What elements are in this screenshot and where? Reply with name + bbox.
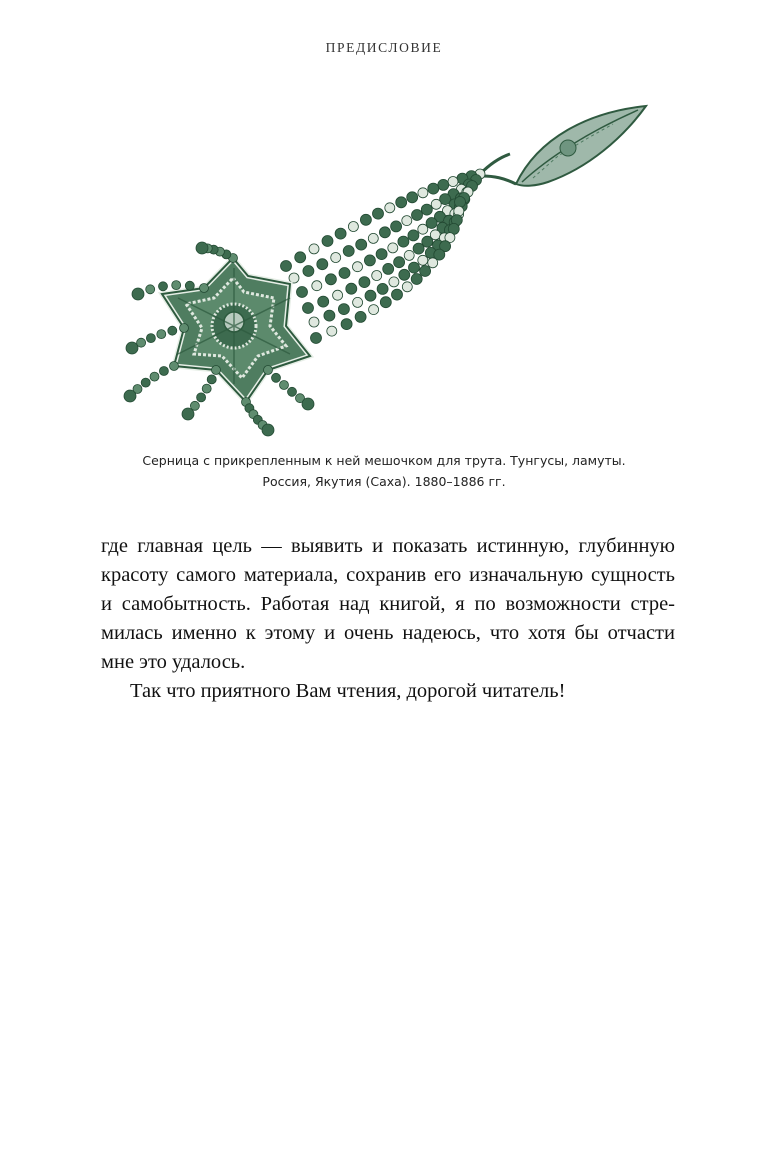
paragraph-line: где главная цель — выявить и показать истинную, глубинную [101, 535, 675, 557]
caption-line-1: Серница с прикрепленным к ней мешочком для трута. Тунгусы, ламуты. [142, 453, 626, 468]
bead [207, 375, 216, 384]
bead [322, 236, 333, 247]
bead [388, 243, 398, 253]
bead [431, 199, 441, 209]
bead [402, 282, 412, 292]
paragraph-line: красоту самого материала, сохранив его изначальную сущность [101, 564, 675, 586]
bead [360, 214, 371, 225]
bead [197, 393, 206, 402]
bead [396, 197, 407, 208]
bead [170, 362, 179, 371]
bead [418, 255, 428, 265]
bead [295, 252, 306, 263]
bead [302, 398, 314, 410]
bead [141, 378, 150, 387]
bead [339, 268, 350, 279]
bead [159, 282, 168, 291]
bead [394, 257, 405, 268]
bead [426, 218, 437, 229]
bead [383, 263, 394, 274]
bead [172, 281, 181, 290]
bead [202, 384, 211, 393]
bead [185, 281, 194, 290]
bead [377, 283, 388, 294]
bead [392, 289, 403, 300]
bead [297, 287, 308, 298]
bead [399, 269, 410, 280]
bead [385, 203, 395, 213]
bead [343, 246, 354, 257]
fire-striker [480, 106, 646, 186]
bead-strands [281, 169, 486, 344]
bead [404, 250, 414, 260]
bead [412, 210, 423, 221]
bead [196, 242, 208, 254]
bead [353, 262, 363, 272]
bead [324, 310, 335, 321]
beaded-pouch-illustration [118, 98, 658, 438]
paragraph-line: милась именно к этому и очень надеюсь, что хотя бы отчасти [101, 622, 675, 644]
bead [409, 262, 420, 273]
bead [355, 311, 366, 322]
bead [346, 283, 357, 294]
bead [318, 296, 329, 307]
bead [364, 255, 375, 266]
bead [132, 288, 144, 300]
bead [212, 366, 221, 375]
bead [311, 333, 322, 344]
caption-line-2: Россия, Якутия (Саха). 1880–1886 гг. [262, 474, 506, 489]
bead [159, 367, 168, 376]
bead [150, 372, 159, 381]
bead [391, 221, 402, 232]
bead [264, 366, 273, 375]
bead [309, 244, 319, 254]
bead [379, 227, 390, 238]
bead [413, 243, 424, 254]
bead [288, 387, 297, 396]
bead [408, 230, 419, 241]
bead [428, 183, 439, 194]
body-text [101, 532, 675, 706]
bead [373, 208, 384, 219]
bead [126, 342, 138, 354]
bead [200, 284, 209, 293]
bead [411, 274, 422, 285]
bead [353, 297, 363, 307]
bead [448, 177, 458, 187]
bead [331, 253, 341, 263]
bead [341, 319, 352, 330]
bead [338, 304, 349, 315]
bead [325, 274, 336, 285]
bead [402, 216, 412, 226]
running-head: ПРЕДИСЛОВИЕ [325, 40, 443, 55]
bead [312, 281, 322, 291]
bead [372, 271, 382, 281]
bead [289, 273, 299, 283]
bead [356, 239, 367, 250]
bead [327, 326, 337, 336]
bead [303, 303, 314, 314]
bead [421, 204, 432, 215]
bead [335, 228, 346, 239]
bead [359, 277, 370, 288]
bead [428, 258, 438, 268]
bead [368, 233, 378, 243]
bead [420, 266, 431, 277]
paragraph-line: мне это удалось. [101, 651, 246, 673]
bead [398, 236, 409, 247]
bead [146, 285, 155, 294]
bead [438, 179, 449, 190]
paragraph-line: и самобытность. Работая над книгой, я по возможности стре- [101, 593, 675, 615]
bead [380, 297, 391, 308]
bead [272, 373, 281, 382]
bead [348, 222, 358, 232]
bead [180, 324, 189, 333]
bead [376, 249, 387, 260]
bead [182, 408, 194, 420]
bead [168, 326, 177, 335]
bead [365, 290, 376, 301]
bead [317, 259, 328, 270]
bead [157, 330, 166, 339]
bead [146, 334, 155, 343]
bead [418, 224, 428, 234]
bead [369, 305, 379, 315]
closing-paragraph: Так что приятного Вам чтения, дорогой читатель! [130, 680, 566, 702]
bead [389, 277, 399, 287]
bead [262, 424, 274, 436]
bead [418, 188, 428, 198]
bead [407, 192, 418, 203]
bead [333, 290, 343, 300]
bead [124, 390, 136, 402]
bead [281, 261, 292, 272]
bead [303, 266, 314, 277]
figure-caption [60, 450, 708, 492]
bead [309, 317, 319, 327]
bead [280, 381, 289, 390]
